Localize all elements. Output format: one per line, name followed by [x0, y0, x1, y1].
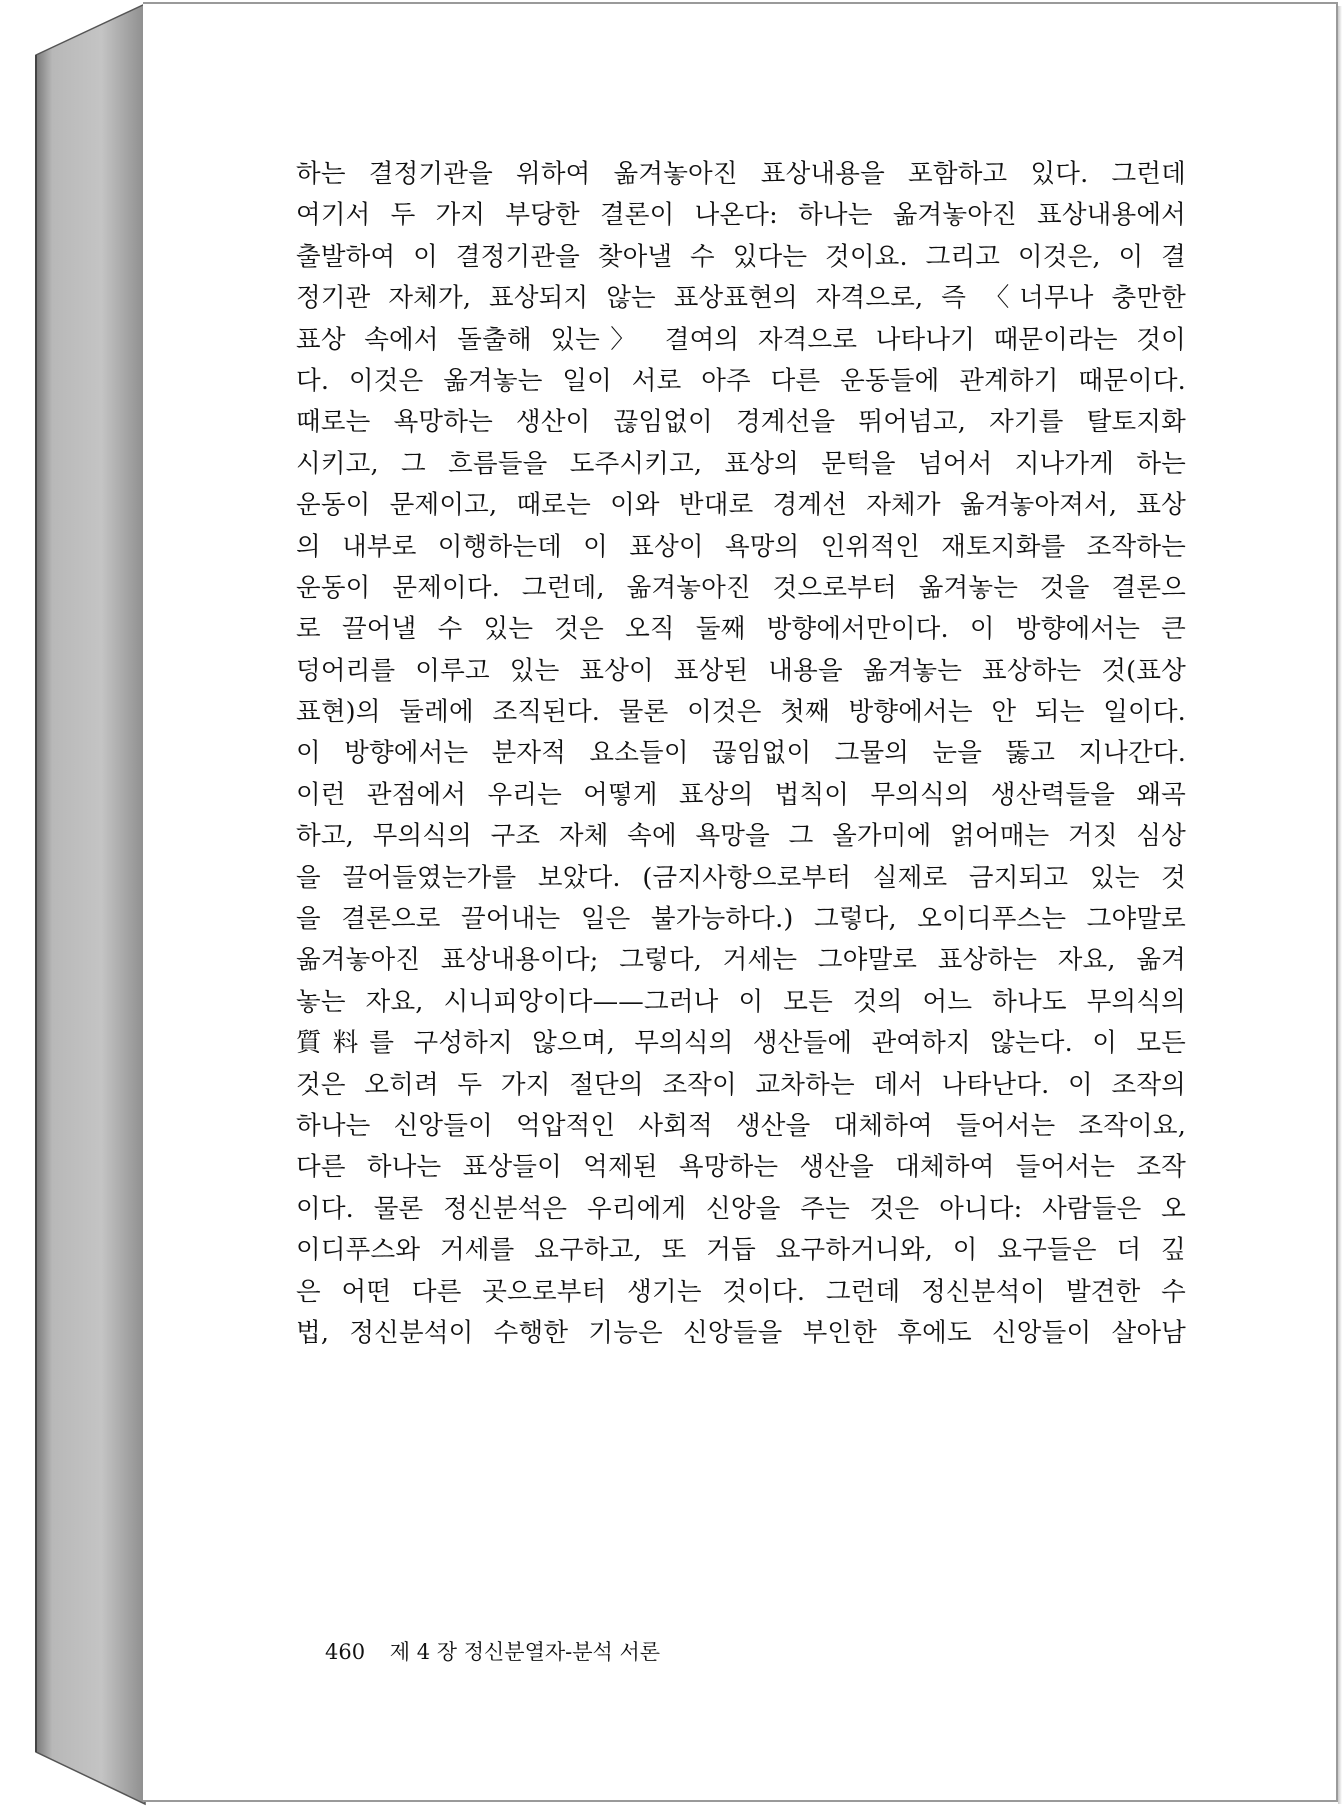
text-line: 하나는 신앙들이 억압적인 사회적 생산을 대체하여 들어서는 조작이요, — [296, 1110, 1186, 1141]
text-line: 법, 정신분석이 수행한 기능은 신앙들을 부인한 후에도 신앙들이 살아남 — [296, 1317, 1186, 1348]
text-line: 다. 이것은 옮겨놓는 일이 서로 아주 다른 운동들에 관계하기 때문이다. — [296, 365, 1186, 396]
page-number: 460 — [325, 1640, 366, 1664]
text-line: 출발하여 이 결정기관을 찾아낼 수 있다는 것이요. 그리고 이것은, 이 결 — [296, 241, 1186, 272]
text-line: 옮겨놓아진 표상내용이다; 그렇다, 거세는 그야말로 표상하는 자요, 옮겨 — [296, 945, 1186, 976]
text-line: 은 어떤 다른 곳으로부터 생기는 것이다. 그런데 정신분석이 발견한 수 — [296, 1276, 1186, 1307]
text-line: 운동이 문제이고, 때로는 이와 반대로 경계선 자체가 옮겨놓아져서, 표상 — [296, 490, 1186, 521]
text-line: 을 결론으로 끌어내는 일은 불가능하다.) 그렇다, 오이디푸스는 그야말로 — [296, 904, 1186, 935]
text-line: 여기서 두 가지 부당한 결론이 나온다: 하나는 옮겨놓아진 표상내용에서 — [296, 200, 1186, 231]
text-line: 덩어리를 이루고 있는 표상이 표상된 내용을 옮겨놓는 표상하는 것(표상 — [296, 655, 1186, 686]
text-line: 다른 하나는 표상들이 억제된 욕망하는 생산을 대체하여 들어서는 조작 — [296, 1152, 1186, 1183]
text-line: 놓는 자요, 시니피앙이다——그러나 이 모든 것의 어느 하나도 무의식의 — [296, 986, 1186, 1017]
text-line: 표상 속에서 돌출해 있는〉 결여의 자격으로 나타나기 때문이라는 것이 — [296, 324, 1186, 355]
text-line: 로 끌어낼 수 있는 것은 오직 둘째 방향에서만이다. 이 방향에서는 큰 — [296, 614, 1186, 645]
text-line: 이런 관점에서 우리는 어떻게 표상의 법칙이 무의식의 생산력들을 왜곡 — [296, 779, 1186, 810]
text-line: 을 끌어들였는가를 보았다. (금지사항으로부터 실제로 금지되고 있는 것 — [296, 862, 1186, 893]
text-line: 이디푸스와 거세를 요구하고, 또 거듭 요구하거니와, 이 요구들은 더 깊 — [296, 1235, 1186, 1266]
text-line: 하는 결정기관을 위하여 옮겨놓아진 표상내용을 포함하고 있다. 그런데 — [296, 159, 1186, 189]
page-body-text — [296, 154, 1186, 1354]
text-line: 정기관 자체가, 표상되지 않는 표상표현의 자격으로, 즉 〈너무나 충만한 — [296, 283, 1186, 314]
page-footer — [325, 1636, 660, 1666]
text-line: 이 방향에서는 분자적 요소들이 끊임없이 그물의 눈을 뚫고 지나간다. — [296, 738, 1186, 769]
page-edge-shadow — [1338, 6, 1342, 1804]
text-line: 의 내부로 이행하는데 이 표상이 욕망의 인위적인 재토지화를 조작하는 — [296, 531, 1186, 562]
text-line: 質料를 구성하지 않으며, 무의식의 생산들에 관여하지 않는다. 이 모든 — [296, 1028, 1186, 1059]
chapter-title: 제 4 장 정신분열자-분석 서론 — [389, 1640, 661, 1664]
text-line: 표현)의 둘레에 조직된다. 물론 이것은 첫째 방향에서는 안 되는 일이다. — [296, 697, 1186, 728]
text-line: 이다. 물론 정신분석은 우리에게 신앙을 주는 것은 아니다: 사람들은 오 — [296, 1193, 1186, 1224]
text-line: 시키고, 그 흐름들을 도주시키고, 표상의 문턱을 넘어서 지나가게 하는 — [296, 448, 1186, 479]
text-line: 것은 오히려 두 가지 절단의 조작이 교차하는 데서 나타난다. 이 조작의 — [296, 1069, 1186, 1100]
text-line: 운동이 문제이다. 그런데, 옮겨놓아진 것으로부터 옮겨놓는 것을 결론으 — [296, 572, 1186, 603]
text-line: 하고, 무의식의 구조 자체 속에 욕망을 그 올가미에 얽어매는 거짓 심상 — [296, 821, 1186, 852]
text-line: 때로는 욕망하는 생산이 끊임없이 경계선을 뛰어넘고, 자기를 탈토지화 — [296, 407, 1186, 438]
